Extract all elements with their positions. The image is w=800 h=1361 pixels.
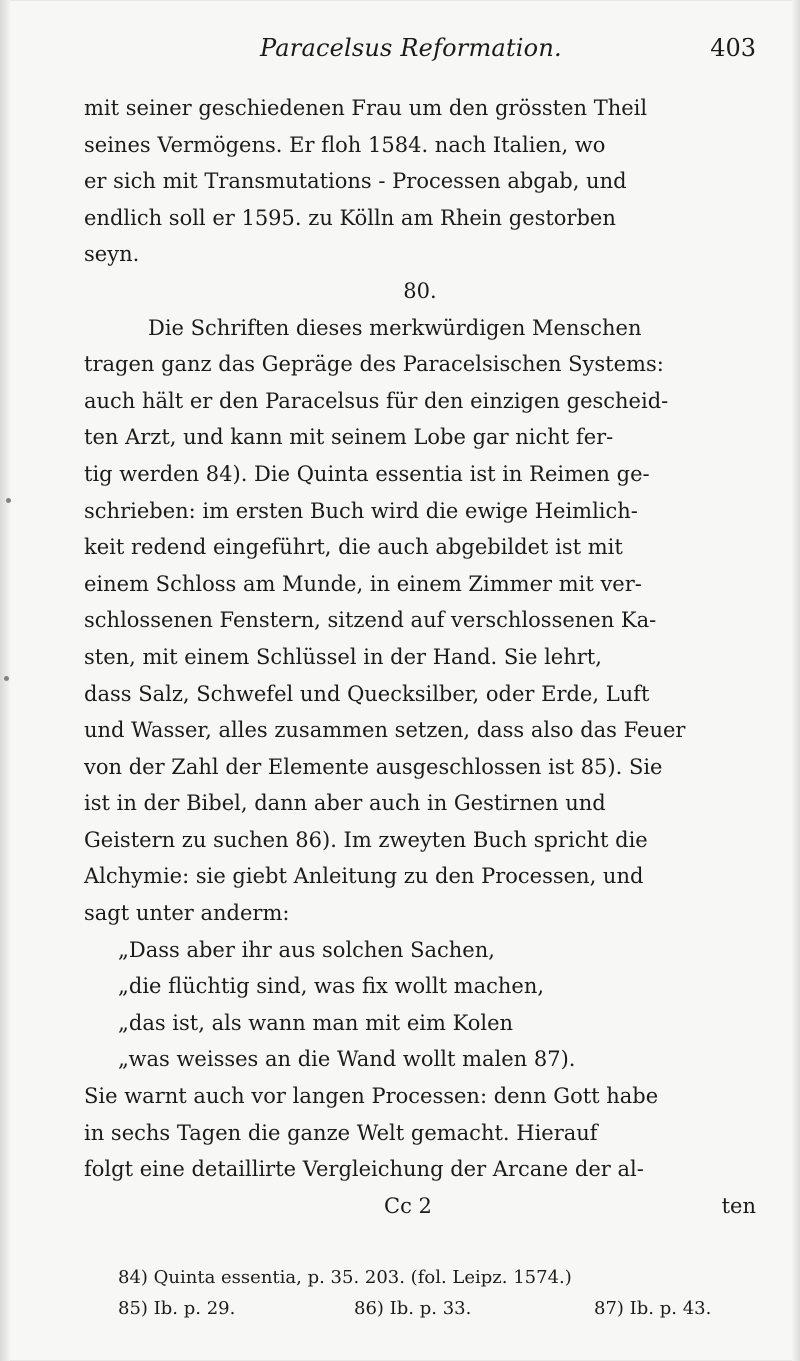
footnotes — [118, 1262, 758, 1324]
footnote-85: 85) Ib. p. 29. — [118, 1298, 236, 1319]
running-title: Paracelsus Reformation. — [260, 34, 562, 62]
ink-speck — [6, 498, 11, 503]
footnote-87: 87) Ib. p. 43. — [594, 1298, 712, 1319]
text-line: von der Zahl der Elemente ausgeschlossen ist 85). Sie — [84, 754, 663, 779]
text-line: und Wasser, alles zusammen setzen, dass also das Feuer — [84, 718, 686, 743]
text-line: auch hält er den Paracelsus für den einzigen gescheid- — [84, 388, 669, 413]
text-line: mit seiner geschiedenen Frau um den grössten Theil — [84, 96, 648, 120]
text-line: sten, mit einem Schlüssel in der Hand. Sie lehrt, — [84, 644, 602, 669]
text-line: tragen ganz das Gepräge des Paracelsischen Systems: — [84, 352, 664, 377]
text-line: schrieben: im ersten Buch wird die ewige Heimlich- — [84, 498, 638, 523]
text-line: Sie warnt auch vor langen Processen: denn Gott habe — [84, 1084, 659, 1109]
text-line: er sich mit Transmutations - Processen abgab, und — [84, 169, 627, 194]
text-line: dass Salz, Schwefel und Quecksilber, oder Erde, Luft — [84, 681, 650, 706]
text-line: tig werden 84). Die Quinta essentia ist in Reimen ge- — [84, 461, 650, 486]
text-line: keit redend eingeführt, die auch abgebildet ist mit — [84, 535, 623, 560]
page-number: 403 — [710, 34, 756, 62]
footnote-row — [118, 1262, 758, 1293]
footnote-row — [118, 1293, 758, 1324]
verse-line: „die flüchtig sind, was fix wollt machen, — [118, 974, 545, 999]
verse-line: „Dass aber ihr aus solchen Sachen, — [118, 937, 495, 962]
text-line: Alchymie: sie giebt Anleitung zu den Processen, und — [84, 864, 644, 889]
text-line: seyn. — [84, 242, 140, 267]
signature-line — [84, 1188, 756, 1224]
footnote-84: 84) Quinta essentia, p. 35. 203. (fol. Leipz. 1574.) — [118, 1267, 572, 1288]
footnote-86: 86) Ib. p. 33. — [354, 1298, 472, 1319]
verse-line: „das ist, als wann man mit eim Kolen — [118, 1010, 514, 1035]
text-line: endlich soll er 1595. zu Kölln am Rhein gestorben — [84, 205, 616, 230]
text-line: ten Arzt, und kann mit seinem Lobe gar nicht fer- — [84, 425, 614, 450]
verse-line: „was weisses an die Wand wollt malen 87). — [118, 1047, 576, 1072]
section-number: 80. — [403, 278, 437, 303]
text-line: einem Schloss am Munde, in einem Zimmer mit ver- — [84, 571, 642, 596]
text-line: folgt eine detaillirte Vergleichung der Arcane der al- — [84, 1157, 644, 1182]
running-header — [84, 34, 756, 74]
page-edge-right — [792, 0, 800, 1361]
text-line: Die Schriften dieses merkwürdigen Menschen — [148, 315, 642, 340]
text-line: schlossenen Fenstern, sitzend auf verschlossenen Ka- — [84, 608, 657, 633]
text-line: in sechs Tagen die ganze Welt gemacht. Hierauf — [84, 1120, 598, 1145]
text-line: sagt unter anderm: — [84, 901, 290, 926]
page-body — [84, 90, 756, 1224]
ink-speck — [4, 676, 9, 681]
text-line: Geistern zu suchen 86). Im zweyten Buch spricht die — [84, 827, 648, 852]
catchword: ten — [721, 1193, 756, 1218]
signature-mark: Cc 2 — [384, 1193, 432, 1218]
text-line: seines Vermögens. Er floh 1584. nach Italien, wo — [84, 132, 606, 157]
text-line: ist in der Bibel, dann aber auch in Gestirnen und — [84, 791, 606, 816]
